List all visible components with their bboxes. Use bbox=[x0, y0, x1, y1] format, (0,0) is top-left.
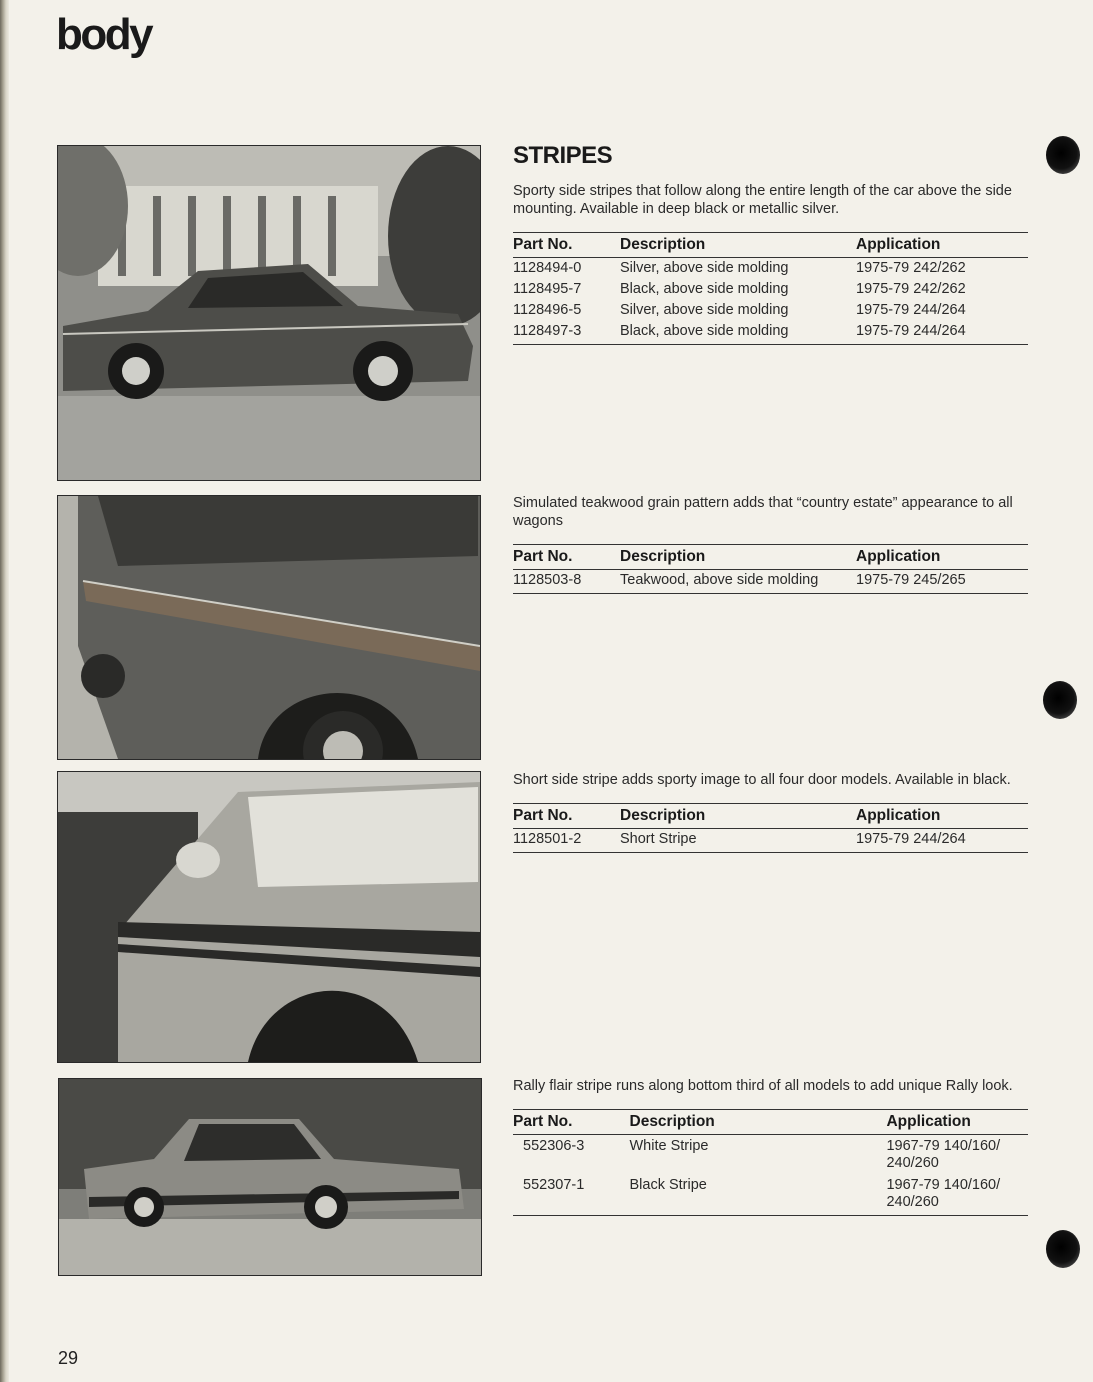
part-number: 1128503-8 bbox=[513, 570, 620, 594]
table-row bbox=[513, 1174, 1028, 1216]
col-header-part-no: Part No. bbox=[513, 1110, 630, 1135]
part-application: 1975-79 245/265 bbox=[856, 570, 1028, 594]
block-description: Simulated teakwood grain pattern adds that “country estate” appearance to all wagons bbox=[513, 495, 1013, 529]
parts-table bbox=[513, 232, 1028, 345]
part-number: 1128495-7 bbox=[513, 281, 582, 297]
part-description: Black, above side molding bbox=[620, 281, 789, 297]
part-description: White Stripe bbox=[629, 1138, 709, 1154]
part-description: Black Stripe bbox=[630, 1174, 887, 1216]
table-row bbox=[513, 258, 1028, 280]
table-row bbox=[513, 300, 1028, 321]
photo-rally-coupe bbox=[58, 1078, 482, 1276]
photo-short-side-stripe bbox=[57, 771, 481, 1063]
part-application: 1975-79 242/262 bbox=[856, 281, 966, 297]
part-description: Silver, above side molding bbox=[620, 302, 789, 318]
binder-hole-top bbox=[1046, 136, 1080, 174]
part-number: 552306-3 bbox=[523, 1138, 585, 1154]
stripes-block-1 bbox=[513, 142, 1028, 345]
part-application: 1975-79 244/264 bbox=[856, 302, 966, 318]
stripes-block-3 bbox=[513, 771, 1028, 853]
part-number: 1128496-5 bbox=[513, 302, 582, 318]
page-number: 29 bbox=[58, 1348, 79, 1368]
col-header-part-no: Part No. bbox=[513, 804, 620, 829]
block-description: Short side stripe adds sporty image to all four door models. Available in black. bbox=[513, 772, 1011, 788]
stripes-block-4 bbox=[513, 1077, 1028, 1216]
col-header-description: Description bbox=[620, 233, 856, 258]
part-application: 1975-79 244/264 bbox=[856, 829, 1028, 853]
block-description: Sporty side stripes that follow along the entire length of the car above the side mounting. Available in deep black or metallic silver. bbox=[513, 183, 1012, 217]
col-header-description: Description bbox=[620, 804, 856, 829]
part-number: 1128501-2 bbox=[513, 829, 620, 853]
part-application: 1975-79 244/264 bbox=[856, 321, 1028, 345]
col-header-description: Description bbox=[620, 545, 856, 570]
photo-wagon-teakwood-stripe bbox=[57, 495, 481, 760]
col-header-application: Application bbox=[856, 233, 1028, 258]
photo-sedan-side-stripes bbox=[57, 145, 481, 481]
col-header-description: Description bbox=[630, 1110, 887, 1135]
parts-table bbox=[513, 544, 1028, 594]
parts-table bbox=[513, 803, 1028, 853]
binder-hole-middle bbox=[1043, 681, 1077, 719]
part-application: 1975-79 242/262 bbox=[856, 260, 966, 276]
part-application: 1967-79 140/160/ 240/260 bbox=[886, 1138, 1001, 1171]
block-description: Rally flair stripe runs along bottom third of all models to add unique Rally look. bbox=[513, 1078, 1013, 1094]
col-header-application: Application bbox=[856, 545, 1028, 570]
part-description: Silver, above side molding bbox=[620, 260, 789, 276]
part-application: 1967-79 140/160/ 240/260 bbox=[886, 1174, 1028, 1216]
part-description: Teakwood, above side molding bbox=[620, 570, 856, 594]
book-binding-edge bbox=[0, 0, 9, 1382]
part-description: Short Stripe bbox=[620, 829, 856, 853]
part-description: Black, above side molding bbox=[620, 321, 856, 345]
col-header-application: Application bbox=[886, 1110, 1028, 1135]
stripes-heading: STRIPES bbox=[513, 142, 613, 169]
parts-table bbox=[513, 1109, 1028, 1216]
part-number: 1128497-3 bbox=[513, 321, 620, 345]
table-row bbox=[513, 279, 1028, 300]
col-header-part-no: Part No. bbox=[513, 545, 620, 570]
section-title: body bbox=[56, 10, 152, 59]
table-row bbox=[513, 570, 1028, 594]
table-row bbox=[513, 829, 1028, 853]
stripes-block-2 bbox=[513, 494, 1028, 594]
binder-hole-bottom bbox=[1046, 1230, 1080, 1268]
part-number: 552307-1 bbox=[513, 1174, 630, 1216]
col-header-application: Application bbox=[856, 804, 1028, 829]
col-header-part-no: Part No. bbox=[513, 233, 620, 258]
table-row bbox=[513, 1135, 1028, 1175]
part-number: 1128494-0 bbox=[513, 260, 582, 276]
table-row bbox=[513, 321, 1028, 345]
